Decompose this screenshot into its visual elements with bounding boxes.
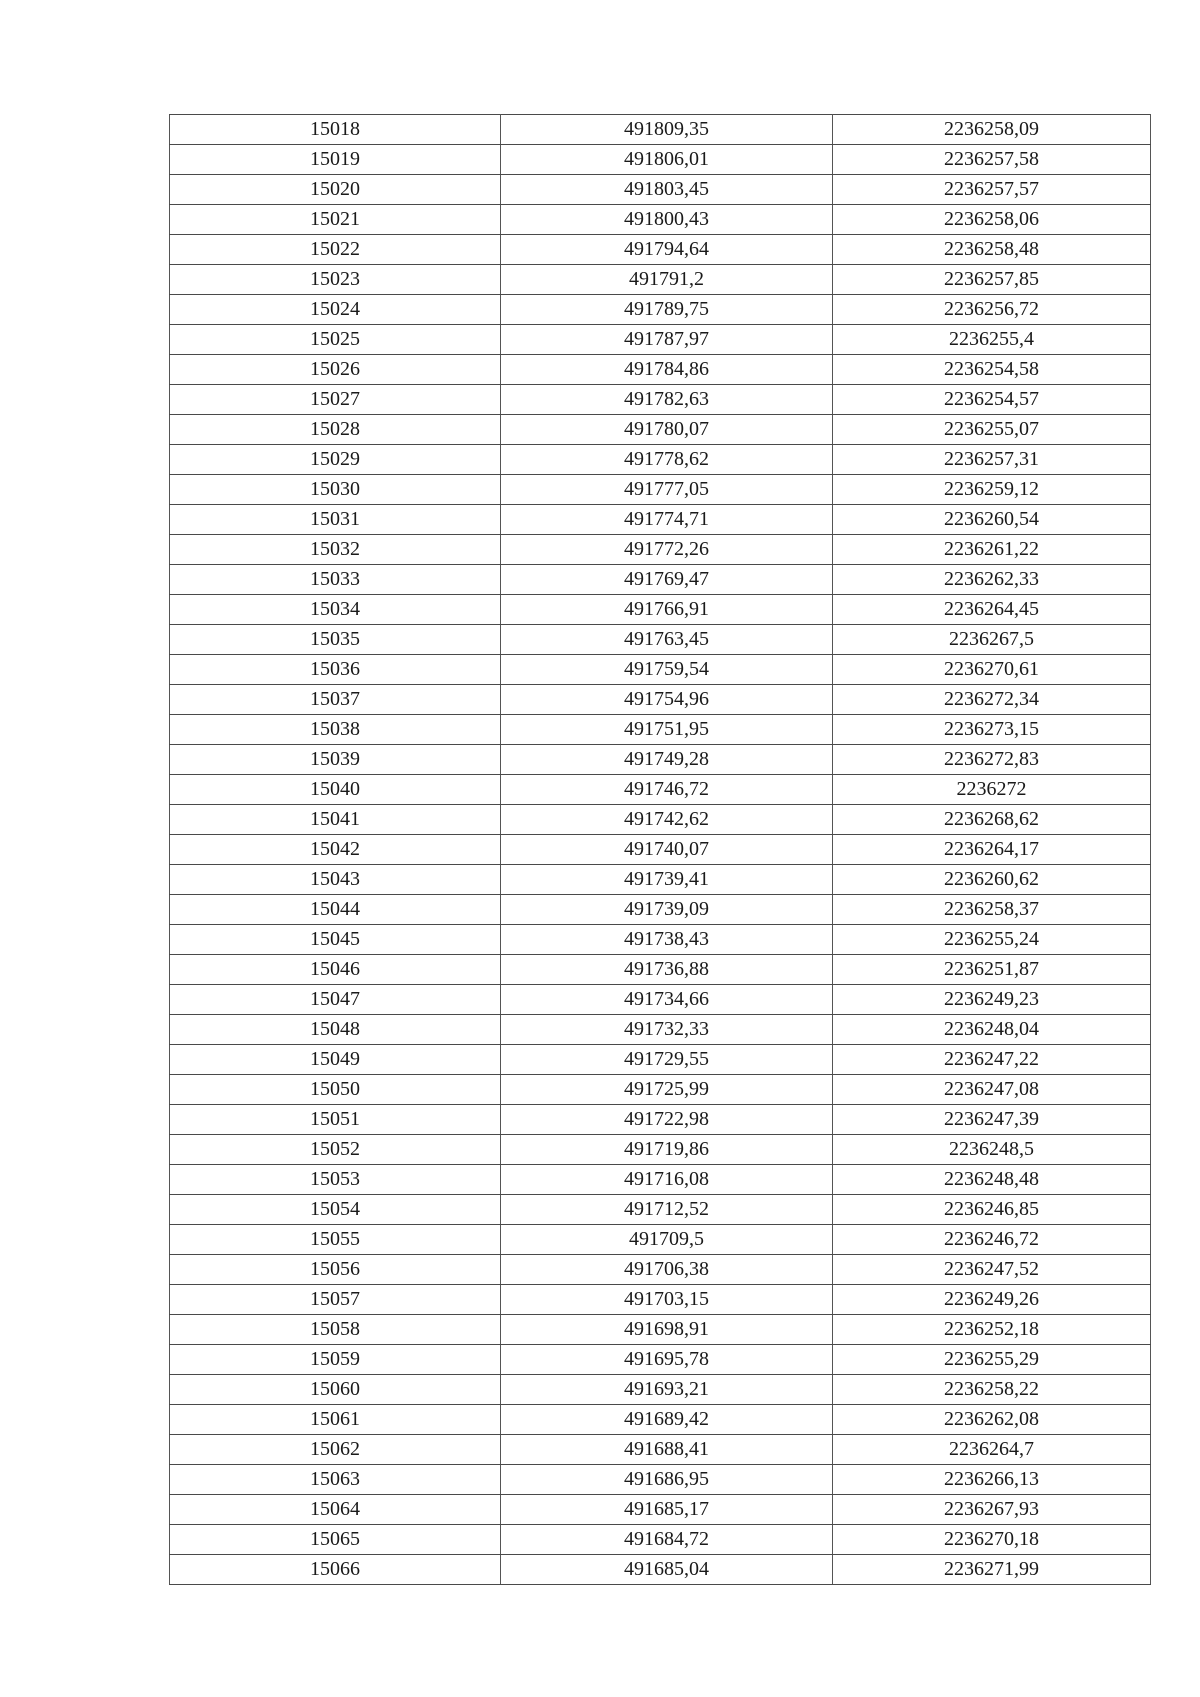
x-coordinate-cell: 491739,41 bbox=[501, 865, 833, 895]
y-coordinate-cell: 2236257,58 bbox=[833, 145, 1151, 175]
x-coordinate-cell: 491763,45 bbox=[501, 625, 833, 655]
table-row bbox=[170, 535, 1151, 565]
y-coordinate-cell: 2236256,72 bbox=[833, 295, 1151, 325]
table-row bbox=[170, 1525, 1151, 1555]
x-coordinate-cell: 491766,91 bbox=[501, 595, 833, 625]
x-coordinate-cell: 491719,86 bbox=[501, 1135, 833, 1165]
x-coordinate-cell: 491709,5 bbox=[501, 1225, 833, 1255]
x-coordinate-cell: 491777,05 bbox=[501, 475, 833, 505]
table-row bbox=[170, 805, 1151, 835]
table-row bbox=[170, 745, 1151, 775]
x-coordinate-cell: 491787,97 bbox=[501, 325, 833, 355]
y-coordinate-cell: 2236264,7 bbox=[833, 1435, 1151, 1465]
x-coordinate-cell: 491725,99 bbox=[501, 1075, 833, 1105]
y-coordinate-cell: 2236248,48 bbox=[833, 1165, 1151, 1195]
table-row bbox=[170, 865, 1151, 895]
point-number-cell: 15028 bbox=[170, 415, 501, 445]
x-coordinate-cell: 491774,71 bbox=[501, 505, 833, 535]
x-coordinate-cell: 491772,26 bbox=[501, 535, 833, 565]
point-number-cell: 15060 bbox=[170, 1375, 501, 1405]
table-row bbox=[170, 1015, 1151, 1045]
y-coordinate-cell: 2236248,04 bbox=[833, 1015, 1151, 1045]
y-coordinate-cell: 2236255,4 bbox=[833, 325, 1151, 355]
table-row bbox=[170, 955, 1151, 985]
x-coordinate-cell: 491754,96 bbox=[501, 685, 833, 715]
y-coordinate-cell: 2236270,61 bbox=[833, 655, 1151, 685]
point-number-cell: 15033 bbox=[170, 565, 501, 595]
x-coordinate-cell: 491703,15 bbox=[501, 1285, 833, 1315]
x-coordinate-cell: 491803,45 bbox=[501, 175, 833, 205]
x-coordinate-cell: 491751,95 bbox=[501, 715, 833, 745]
table-row bbox=[170, 145, 1151, 175]
point-number-cell: 15024 bbox=[170, 295, 501, 325]
x-coordinate-cell: 491695,78 bbox=[501, 1345, 833, 1375]
table-row bbox=[170, 325, 1151, 355]
y-coordinate-cell: 2236261,22 bbox=[833, 535, 1151, 565]
y-coordinate-cell: 2236264,45 bbox=[833, 595, 1151, 625]
table-row bbox=[170, 445, 1151, 475]
table-row bbox=[170, 595, 1151, 625]
point-number-cell: 15030 bbox=[170, 475, 501, 505]
table-row bbox=[170, 1195, 1151, 1225]
y-coordinate-cell: 2236246,72 bbox=[833, 1225, 1151, 1255]
y-coordinate-cell: 2236258,37 bbox=[833, 895, 1151, 925]
x-coordinate-cell: 491800,43 bbox=[501, 205, 833, 235]
table-row bbox=[170, 835, 1151, 865]
y-coordinate-cell: 2236272,34 bbox=[833, 685, 1151, 715]
point-number-cell: 15053 bbox=[170, 1165, 501, 1195]
point-number-cell: 15052 bbox=[170, 1135, 501, 1165]
y-coordinate-cell: 2236247,39 bbox=[833, 1105, 1151, 1135]
x-coordinate-cell: 491698,91 bbox=[501, 1315, 833, 1345]
x-coordinate-cell: 491736,88 bbox=[501, 955, 833, 985]
y-coordinate-cell: 2236252,18 bbox=[833, 1315, 1151, 1345]
x-coordinate-cell: 491734,66 bbox=[501, 985, 833, 1015]
x-coordinate-cell: 491688,41 bbox=[501, 1435, 833, 1465]
table-row bbox=[170, 235, 1151, 265]
point-number-cell: 15042 bbox=[170, 835, 501, 865]
table-row bbox=[170, 1375, 1151, 1405]
y-coordinate-cell: 2236255,24 bbox=[833, 925, 1151, 955]
table-row bbox=[170, 565, 1151, 595]
y-coordinate-cell: 2236255,29 bbox=[833, 1345, 1151, 1375]
table-row bbox=[170, 1075, 1151, 1105]
x-coordinate-cell: 491769,47 bbox=[501, 565, 833, 595]
y-coordinate-cell: 2236260,62 bbox=[833, 865, 1151, 895]
x-coordinate-cell: 491778,62 bbox=[501, 445, 833, 475]
y-coordinate-cell: 2236249,23 bbox=[833, 985, 1151, 1015]
x-coordinate-cell: 491782,63 bbox=[501, 385, 833, 415]
table-row bbox=[170, 205, 1151, 235]
point-number-cell: 15046 bbox=[170, 955, 501, 985]
table-row bbox=[170, 1405, 1151, 1435]
x-coordinate-cell: 491809,35 bbox=[501, 115, 833, 145]
table-row bbox=[170, 925, 1151, 955]
point-number-cell: 15025 bbox=[170, 325, 501, 355]
table-row bbox=[170, 1285, 1151, 1315]
point-number-cell: 15043 bbox=[170, 865, 501, 895]
y-coordinate-cell: 2236260,54 bbox=[833, 505, 1151, 535]
point-number-cell: 15029 bbox=[170, 445, 501, 475]
x-coordinate-cell: 491746,72 bbox=[501, 775, 833, 805]
x-coordinate-cell: 491716,08 bbox=[501, 1165, 833, 1195]
x-coordinate-cell: 491722,98 bbox=[501, 1105, 833, 1135]
x-coordinate-cell: 491693,21 bbox=[501, 1375, 833, 1405]
x-coordinate-cell: 491739,09 bbox=[501, 895, 833, 925]
x-coordinate-cell: 491685,04 bbox=[501, 1555, 833, 1585]
point-number-cell: 15027 bbox=[170, 385, 501, 415]
y-coordinate-cell: 2236262,33 bbox=[833, 565, 1151, 595]
table-row bbox=[170, 985, 1151, 1015]
y-coordinate-cell: 2236255,07 bbox=[833, 415, 1151, 445]
y-coordinate-cell: 2236258,22 bbox=[833, 1375, 1151, 1405]
x-coordinate-cell: 491689,42 bbox=[501, 1405, 833, 1435]
y-coordinate-cell: 2236248,5 bbox=[833, 1135, 1151, 1165]
y-coordinate-cell: 2236267,5 bbox=[833, 625, 1151, 655]
x-coordinate-cell: 491806,01 bbox=[501, 145, 833, 175]
y-coordinate-cell: 2236247,08 bbox=[833, 1075, 1151, 1105]
y-coordinate-cell: 2236249,26 bbox=[833, 1285, 1151, 1315]
point-number-cell: 15066 bbox=[170, 1555, 501, 1585]
point-number-cell: 15041 bbox=[170, 805, 501, 835]
point-number-cell: 15049 bbox=[170, 1045, 501, 1075]
y-coordinate-cell: 2236264,17 bbox=[833, 835, 1151, 865]
y-coordinate-cell: 2236271,99 bbox=[833, 1555, 1151, 1585]
x-coordinate-cell: 491791,2 bbox=[501, 265, 833, 295]
x-coordinate-cell: 491712,52 bbox=[501, 1195, 833, 1225]
point-number-cell: 15059 bbox=[170, 1345, 501, 1375]
x-coordinate-cell: 491740,07 bbox=[501, 835, 833, 865]
y-coordinate-cell: 2236268,62 bbox=[833, 805, 1151, 835]
point-number-cell: 15034 bbox=[170, 595, 501, 625]
table-row bbox=[170, 475, 1151, 505]
y-coordinate-cell: 2236266,13 bbox=[833, 1465, 1151, 1495]
table-row bbox=[170, 1255, 1151, 1285]
point-number-cell: 15038 bbox=[170, 715, 501, 745]
x-coordinate-cell: 491706,38 bbox=[501, 1255, 833, 1285]
x-coordinate-cell: 491759,54 bbox=[501, 655, 833, 685]
y-coordinate-cell: 2236270,18 bbox=[833, 1525, 1151, 1555]
table-row bbox=[170, 1165, 1151, 1195]
coordinates-table-body bbox=[170, 115, 1151, 1585]
y-coordinate-cell: 2236254,57 bbox=[833, 385, 1151, 415]
point-number-cell: 15018 bbox=[170, 115, 501, 145]
table-row bbox=[170, 175, 1151, 205]
point-number-cell: 15023 bbox=[170, 265, 501, 295]
table-row bbox=[170, 1105, 1151, 1135]
point-number-cell: 15045 bbox=[170, 925, 501, 955]
table-row bbox=[170, 385, 1151, 415]
table-row bbox=[170, 115, 1151, 145]
point-number-cell: 15036 bbox=[170, 655, 501, 685]
y-coordinate-cell: 2236247,52 bbox=[833, 1255, 1151, 1285]
table-row bbox=[170, 625, 1151, 655]
point-number-cell: 15058 bbox=[170, 1315, 501, 1345]
x-coordinate-cell: 491789,75 bbox=[501, 295, 833, 325]
y-coordinate-cell: 2236257,85 bbox=[833, 265, 1151, 295]
coordinates-table bbox=[169, 114, 1151, 1585]
table-row bbox=[170, 1435, 1151, 1465]
point-number-cell: 15048 bbox=[170, 1015, 501, 1045]
y-coordinate-cell: 2236258,06 bbox=[833, 205, 1151, 235]
table-row bbox=[170, 1135, 1151, 1165]
point-number-cell: 15055 bbox=[170, 1225, 501, 1255]
x-coordinate-cell: 491749,28 bbox=[501, 745, 833, 775]
x-coordinate-cell: 491684,72 bbox=[501, 1525, 833, 1555]
y-coordinate-cell: 2236258,48 bbox=[833, 235, 1151, 265]
x-coordinate-cell: 491784,86 bbox=[501, 355, 833, 385]
point-number-cell: 15061 bbox=[170, 1405, 501, 1435]
y-coordinate-cell: 2236259,12 bbox=[833, 475, 1151, 505]
point-number-cell: 15064 bbox=[170, 1495, 501, 1525]
point-number-cell: 15037 bbox=[170, 685, 501, 715]
point-number-cell: 15065 bbox=[170, 1525, 501, 1555]
point-number-cell: 15022 bbox=[170, 235, 501, 265]
point-number-cell: 15020 bbox=[170, 175, 501, 205]
table-row bbox=[170, 505, 1151, 535]
table-row bbox=[170, 1495, 1151, 1525]
point-number-cell: 15019 bbox=[170, 145, 501, 175]
y-coordinate-cell: 2236262,08 bbox=[833, 1405, 1151, 1435]
x-coordinate-cell: 491729,55 bbox=[501, 1045, 833, 1075]
table-row bbox=[170, 295, 1151, 325]
x-coordinate-cell: 491738,43 bbox=[501, 925, 833, 955]
point-number-cell: 15062 bbox=[170, 1435, 501, 1465]
table-row bbox=[170, 685, 1151, 715]
y-coordinate-cell: 2236273,15 bbox=[833, 715, 1151, 745]
table-row bbox=[170, 1045, 1151, 1075]
point-number-cell: 15051 bbox=[170, 1105, 501, 1135]
y-coordinate-cell: 2236272 bbox=[833, 775, 1151, 805]
y-coordinate-cell: 2236246,85 bbox=[833, 1195, 1151, 1225]
table-row bbox=[170, 1345, 1151, 1375]
point-number-cell: 15035 bbox=[170, 625, 501, 655]
table-row bbox=[170, 715, 1151, 745]
point-number-cell: 15063 bbox=[170, 1465, 501, 1495]
point-number-cell: 15050 bbox=[170, 1075, 501, 1105]
y-coordinate-cell: 2236257,31 bbox=[833, 445, 1151, 475]
y-coordinate-cell: 2236272,83 bbox=[833, 745, 1151, 775]
point-number-cell: 15047 bbox=[170, 985, 501, 1015]
table-row bbox=[170, 415, 1151, 445]
x-coordinate-cell: 491742,62 bbox=[501, 805, 833, 835]
x-coordinate-cell: 491685,17 bbox=[501, 1495, 833, 1525]
point-number-cell: 15032 bbox=[170, 535, 501, 565]
point-number-cell: 15044 bbox=[170, 895, 501, 925]
point-number-cell: 15039 bbox=[170, 745, 501, 775]
table-row bbox=[170, 655, 1151, 685]
table-row bbox=[170, 1465, 1151, 1495]
table-row bbox=[170, 1225, 1151, 1255]
point-number-cell: 15026 bbox=[170, 355, 501, 385]
point-number-cell: 15021 bbox=[170, 205, 501, 235]
y-coordinate-cell: 2236254,58 bbox=[833, 355, 1151, 385]
y-coordinate-cell: 2236257,57 bbox=[833, 175, 1151, 205]
y-coordinate-cell: 2236247,22 bbox=[833, 1045, 1151, 1075]
point-number-cell: 15031 bbox=[170, 505, 501, 535]
point-number-cell: 15054 bbox=[170, 1195, 501, 1225]
table-row bbox=[170, 355, 1151, 385]
table-row bbox=[170, 895, 1151, 925]
x-coordinate-cell: 491686,95 bbox=[501, 1465, 833, 1495]
y-coordinate-cell: 2236267,93 bbox=[833, 1495, 1151, 1525]
x-coordinate-cell: 491732,33 bbox=[501, 1015, 833, 1045]
table-row bbox=[170, 1315, 1151, 1345]
table-row bbox=[170, 1555, 1151, 1585]
point-number-cell: 15056 bbox=[170, 1255, 501, 1285]
x-coordinate-cell: 491780,07 bbox=[501, 415, 833, 445]
table-row bbox=[170, 775, 1151, 805]
y-coordinate-cell: 2236258,09 bbox=[833, 115, 1151, 145]
point-number-cell: 15040 bbox=[170, 775, 501, 805]
x-coordinate-cell: 491794,64 bbox=[501, 235, 833, 265]
y-coordinate-cell: 2236251,87 bbox=[833, 955, 1151, 985]
table-row bbox=[170, 265, 1151, 295]
point-number-cell: 15057 bbox=[170, 1285, 501, 1315]
